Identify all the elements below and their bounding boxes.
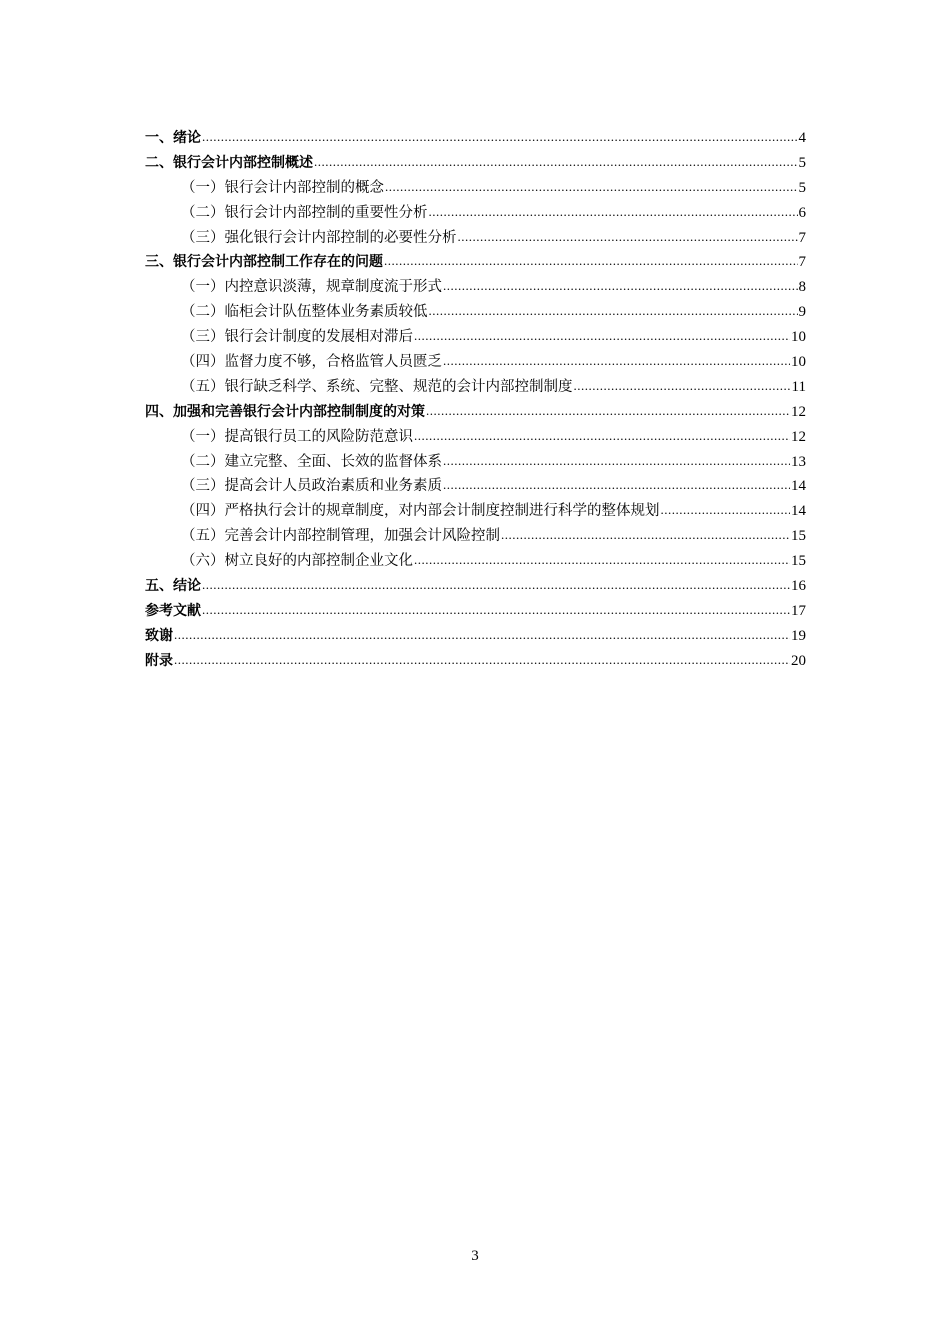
toc-dot-leader bbox=[443, 449, 790, 474]
toc-entry-page: 5 bbox=[798, 154, 806, 171]
toc-entry-page: 20 bbox=[791, 652, 806, 669]
toc-entry-title: （六）树立良好的内部控制企业文化 bbox=[181, 553, 413, 570]
toc-dot-leader bbox=[202, 598, 790, 623]
toc-entry[interactable] bbox=[145, 599, 806, 624]
toc-entry[interactable] bbox=[145, 624, 806, 649]
toc-dot-leader bbox=[443, 473, 790, 498]
toc-entry-page: 15 bbox=[791, 528, 806, 545]
toc-entry[interactable] bbox=[145, 126, 806, 151]
toc-entry[interactable] bbox=[145, 300, 806, 325]
toc-entry[interactable] bbox=[145, 375, 806, 400]
toc-entry-page: 12 bbox=[791, 428, 806, 445]
toc-entry-page: 9 bbox=[798, 304, 806, 321]
toc-entry-title: （四）严格执行会计的规章制度，对内部会计制度控制进行科学的整体规划 bbox=[181, 503, 660, 520]
toc-entry[interactable] bbox=[145, 226, 806, 251]
toc-entry-page: 7 bbox=[798, 229, 806, 246]
toc-entry-title: 一、绪论 bbox=[145, 130, 201, 146]
toc-entry[interactable] bbox=[145, 250, 806, 275]
toc-entry[interactable] bbox=[145, 474, 806, 499]
toc-entry[interactable] bbox=[145, 350, 806, 375]
toc-dot-leader bbox=[458, 225, 798, 250]
toc-entry-page: 14 bbox=[791, 503, 806, 520]
toc-entry[interactable] bbox=[145, 549, 806, 574]
toc-entry-page: 8 bbox=[798, 279, 806, 296]
toc-dot-leader bbox=[429, 299, 798, 324]
toc-entry-title: 参考文献 bbox=[145, 602, 201, 619]
toc-entry-title: （一）内控意识淡薄，规章制度流于形式 bbox=[181, 279, 442, 296]
toc-entry-title: （三）提高会计人员政治素质和业务素质 bbox=[181, 478, 442, 495]
toc-dot-leader bbox=[443, 349, 790, 374]
toc-entry[interactable] bbox=[145, 151, 806, 176]
toc-entry-page: 13 bbox=[791, 453, 806, 470]
toc-entry[interactable] bbox=[145, 400, 806, 425]
toc-dot-leader bbox=[426, 399, 790, 424]
toc-entry-title: （一）提高银行员工的风险防范意识 bbox=[181, 428, 413, 445]
toc-entry-title: （五）完善会计内部控制管理，加强会计风险控制 bbox=[181, 528, 500, 545]
toc-entry-page: 10 bbox=[791, 329, 806, 346]
toc-entry-title: （三）银行会计制度的发展相对滞后 bbox=[181, 329, 413, 346]
toc-entry[interactable] bbox=[145, 275, 806, 300]
page-number: 3 bbox=[471, 1248, 479, 1264]
toc-entry[interactable] bbox=[145, 499, 806, 524]
toc-entry[interactable] bbox=[145, 649, 806, 674]
toc-dot-leader bbox=[574, 374, 791, 399]
toc-entry-page: 17 bbox=[791, 602, 806, 619]
toc-entry[interactable] bbox=[145, 574, 806, 599]
toc-dot-leader bbox=[661, 498, 791, 523]
toc-entry-title: 四、加强和完善银行会计内部控制制度的对策 bbox=[145, 403, 425, 420]
table-of-contents bbox=[145, 126, 806, 674]
toc-entry-title: （三）强化银行会计内部控制的必要性分析 bbox=[181, 229, 457, 246]
toc-entry[interactable] bbox=[145, 425, 806, 450]
toc-dot-leader bbox=[174, 648, 790, 673]
toc-dot-leader bbox=[385, 175, 798, 200]
toc-dot-leader bbox=[414, 324, 790, 349]
toc-entry-page: 4 bbox=[798, 130, 806, 146]
toc-entry-title: 三、银行会计内部控制工作存在的问题 bbox=[145, 254, 383, 271]
toc-entry[interactable] bbox=[145, 176, 806, 201]
toc-dot-leader bbox=[202, 125, 798, 150]
toc-entry-title: 致谢 bbox=[145, 627, 173, 644]
toc-entry-page: 5 bbox=[798, 179, 806, 196]
toc-entry[interactable] bbox=[145, 325, 806, 350]
toc-entry-title: 五、结论 bbox=[145, 578, 201, 595]
toc-entry-page: 15 bbox=[791, 553, 806, 570]
toc-entry-title: （二）建立完整、全面、长效的监督体系 bbox=[181, 453, 442, 470]
toc-dot-leader bbox=[414, 424, 790, 449]
toc-dot-leader bbox=[314, 150, 798, 175]
toc-entry[interactable] bbox=[145, 450, 806, 475]
toc-dot-leader bbox=[202, 573, 790, 598]
toc-entry-page: 10 bbox=[791, 354, 806, 371]
toc-entry-page: 14 bbox=[791, 478, 806, 495]
toc-entry-page: 6 bbox=[798, 204, 806, 221]
toc-entry-page: 11 bbox=[791, 378, 806, 395]
toc-entry[interactable] bbox=[145, 201, 806, 226]
toc-dot-leader bbox=[429, 200, 798, 225]
toc-entry-page: 12 bbox=[791, 403, 806, 420]
toc-dot-leader bbox=[443, 274, 798, 299]
toc-dot-leader bbox=[174, 623, 790, 648]
toc-entry-page: 16 bbox=[791, 578, 806, 595]
toc-entry-title: （五）银行缺乏科学、系统、完整、规范的会计内部控制制度 bbox=[181, 378, 573, 395]
toc-entry-title: 二、银行会计内部控制概述 bbox=[145, 154, 313, 171]
toc-entry-title: 附录 bbox=[145, 652, 173, 669]
toc-entry-title: （四）监督力度不够，合格监管人员匮乏 bbox=[181, 354, 442, 371]
toc-entry[interactable] bbox=[145, 524, 806, 549]
toc-entry-title: （二）临柜会计队伍整体业务素质较低 bbox=[181, 304, 428, 321]
toc-entry-page: 19 bbox=[791, 627, 806, 644]
toc-dot-leader bbox=[501, 523, 790, 548]
toc-entry-title: （二）银行会计内部控制的重要性分析 bbox=[181, 204, 428, 221]
toc-dot-leader bbox=[414, 548, 790, 573]
toc-dot-leader bbox=[384, 249, 798, 274]
toc-entry-title: （一）银行会计内部控制的概念 bbox=[181, 179, 384, 196]
toc-entry-page: 7 bbox=[798, 254, 806, 271]
